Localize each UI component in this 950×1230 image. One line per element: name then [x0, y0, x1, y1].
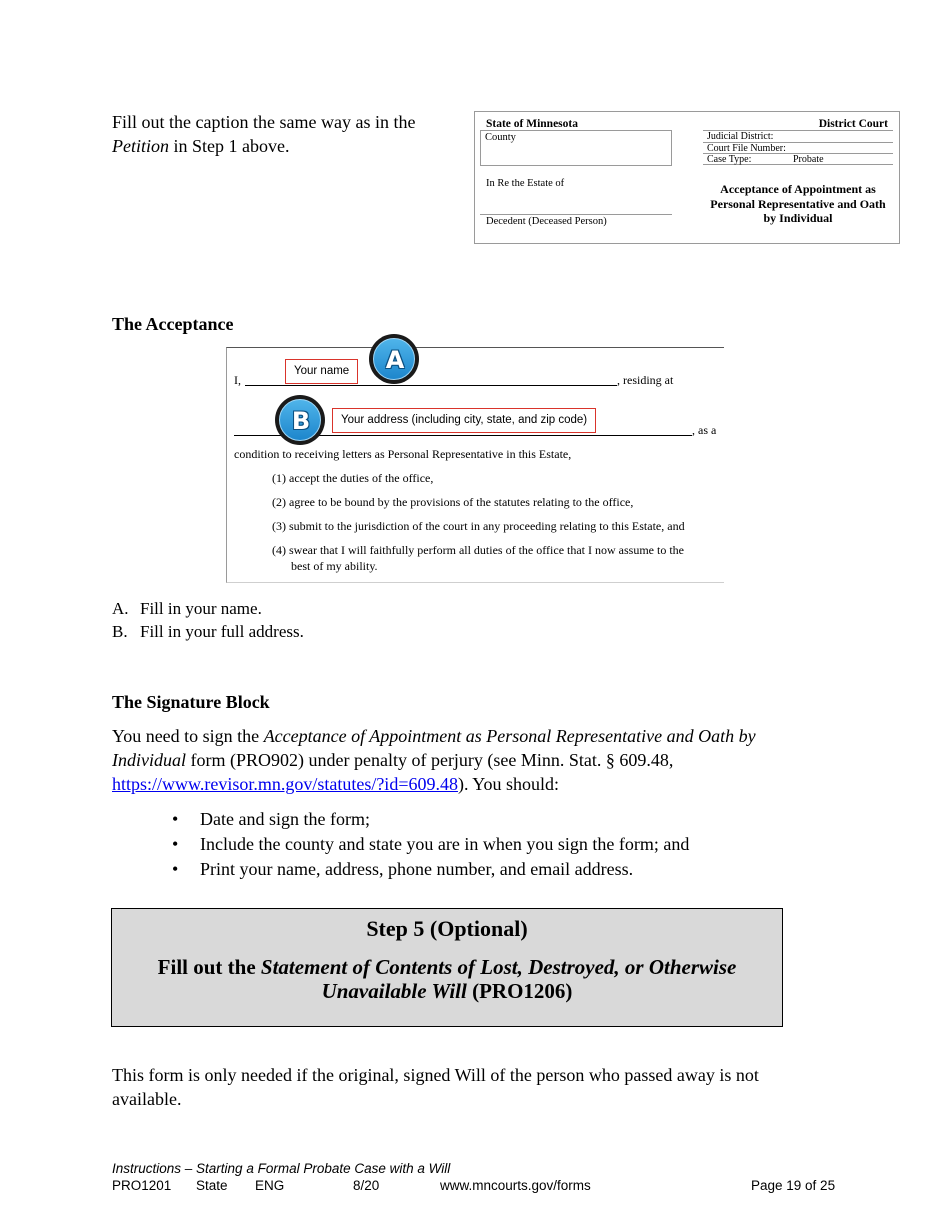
final-paragraph: This form is only needed if the original, signed Will of the person who passed away is not available. [112, 1065, 759, 1109]
name-blank-line [245, 385, 617, 386]
list-item: • Date and sign the form; [172, 807, 689, 832]
caption-instruction: Fill out the caption the same way as in the Petition in Step 1 above. [112, 112, 416, 156]
caption-court: District Court [818, 118, 888, 130]
caption-estate-label: In Re the Estate of [486, 178, 565, 189]
instruction-row: B. Fill in your full address. [112, 622, 304, 641]
acceptance-item: (2) agree to be bound by the provisions of the statutes relating to the office, [272, 495, 634, 509]
footer-date: 8/20 [353, 1178, 380, 1193]
footer-language: ENG [255, 1178, 285, 1193]
bullet-icon: • [172, 834, 179, 854]
your-address-callout: Your address (including city, state, and zip code) [332, 408, 596, 433]
callout-a-badge: A [369, 334, 419, 384]
acceptance-condition: condition to receiving letters as Personal Representative in this Estate, [234, 447, 572, 461]
footer-title: Instructions – Starting a Formal Probate Case with a Will [112, 1161, 451, 1176]
caption-form-example [474, 111, 900, 244]
signature-bullet-list [172, 807, 689, 882]
step-5-subtitle: Fill out the Statement of Contents of Lost, Destroyed, or Otherwise Unavailable Will (PRO1206) [157, 955, 737, 1003]
as-a-text: , as a [692, 423, 717, 437]
step-5-box [111, 908, 783, 1027]
acceptance-excerpt [226, 347, 724, 583]
callout-b-badge: B [275, 395, 325, 445]
list-item: • Print your name, address, phone number, and email address. [172, 857, 689, 882]
your-name-callout: Your name [285, 359, 358, 384]
caption-fields [703, 130, 893, 165]
residing-at-text: , residing at [617, 373, 674, 387]
footer-website: www.mncourts.gov/forms [440, 1178, 591, 1193]
acceptance-item-continuation: best of my ability. [291, 559, 378, 573]
callout-instructions [112, 597, 304, 643]
instruction-row: A. Fill in your name. [112, 599, 262, 618]
caption-decedent-line [480, 214, 672, 215]
caption-state: State of Minnesota [486, 118, 578, 130]
signature-heading: The Signature Block [112, 692, 270, 712]
signature-paragraph: You need to sign the Acceptance of Appointment as Personal Representative and Oath by Individual form (PRO902) under penalty of perjury (see Minn. Stat. § 609.48, https://www.revisor.mn.gov/statutes/?id=609.48). You should: [112, 726, 756, 794]
statute-link[interactable]: https://www.revisor.mn.gov/statutes/?id=609.48 [112, 774, 458, 794]
acceptance-item: (3) submit to the jurisdiction of the court in any proceeding relating to this Estate, and [272, 519, 685, 533]
step-5-title: Step 5 (Optional) [366, 916, 528, 941]
acceptance-heading: The Acceptance [112, 314, 234, 334]
caption-decedent-label: Decedent (Deceased Person) [486, 216, 607, 227]
footer-form-code: PRO1201 [112, 1178, 172, 1193]
bullet-icon: • [172, 809, 179, 829]
acceptance-intro: I, [234, 373, 241, 387]
acceptance-item: (4) swear that I will faithfully perform all duties of the office that I now assume to the [272, 543, 684, 557]
caption-field-row: Judicial District: [703, 130, 893, 142]
footer-jurisdiction: State [196, 1178, 228, 1193]
footer-page-number: Page 19 of 25 [751, 1178, 836, 1193]
acceptance-item: (1) accept the duties of the office, [272, 471, 434, 485]
bullet-icon: • [172, 859, 179, 879]
caption-form-title: Acceptance of Appointment as Personal Representative and Oath by Individual [710, 182, 886, 225]
caption-field-row: Court File Number: [703, 142, 893, 154]
caption-county-box: County [480, 130, 672, 166]
list-item: • Include the county and state you are in when you sign the form; and [172, 832, 689, 857]
caption-field-row: Case Type: Probate [703, 153, 893, 165]
